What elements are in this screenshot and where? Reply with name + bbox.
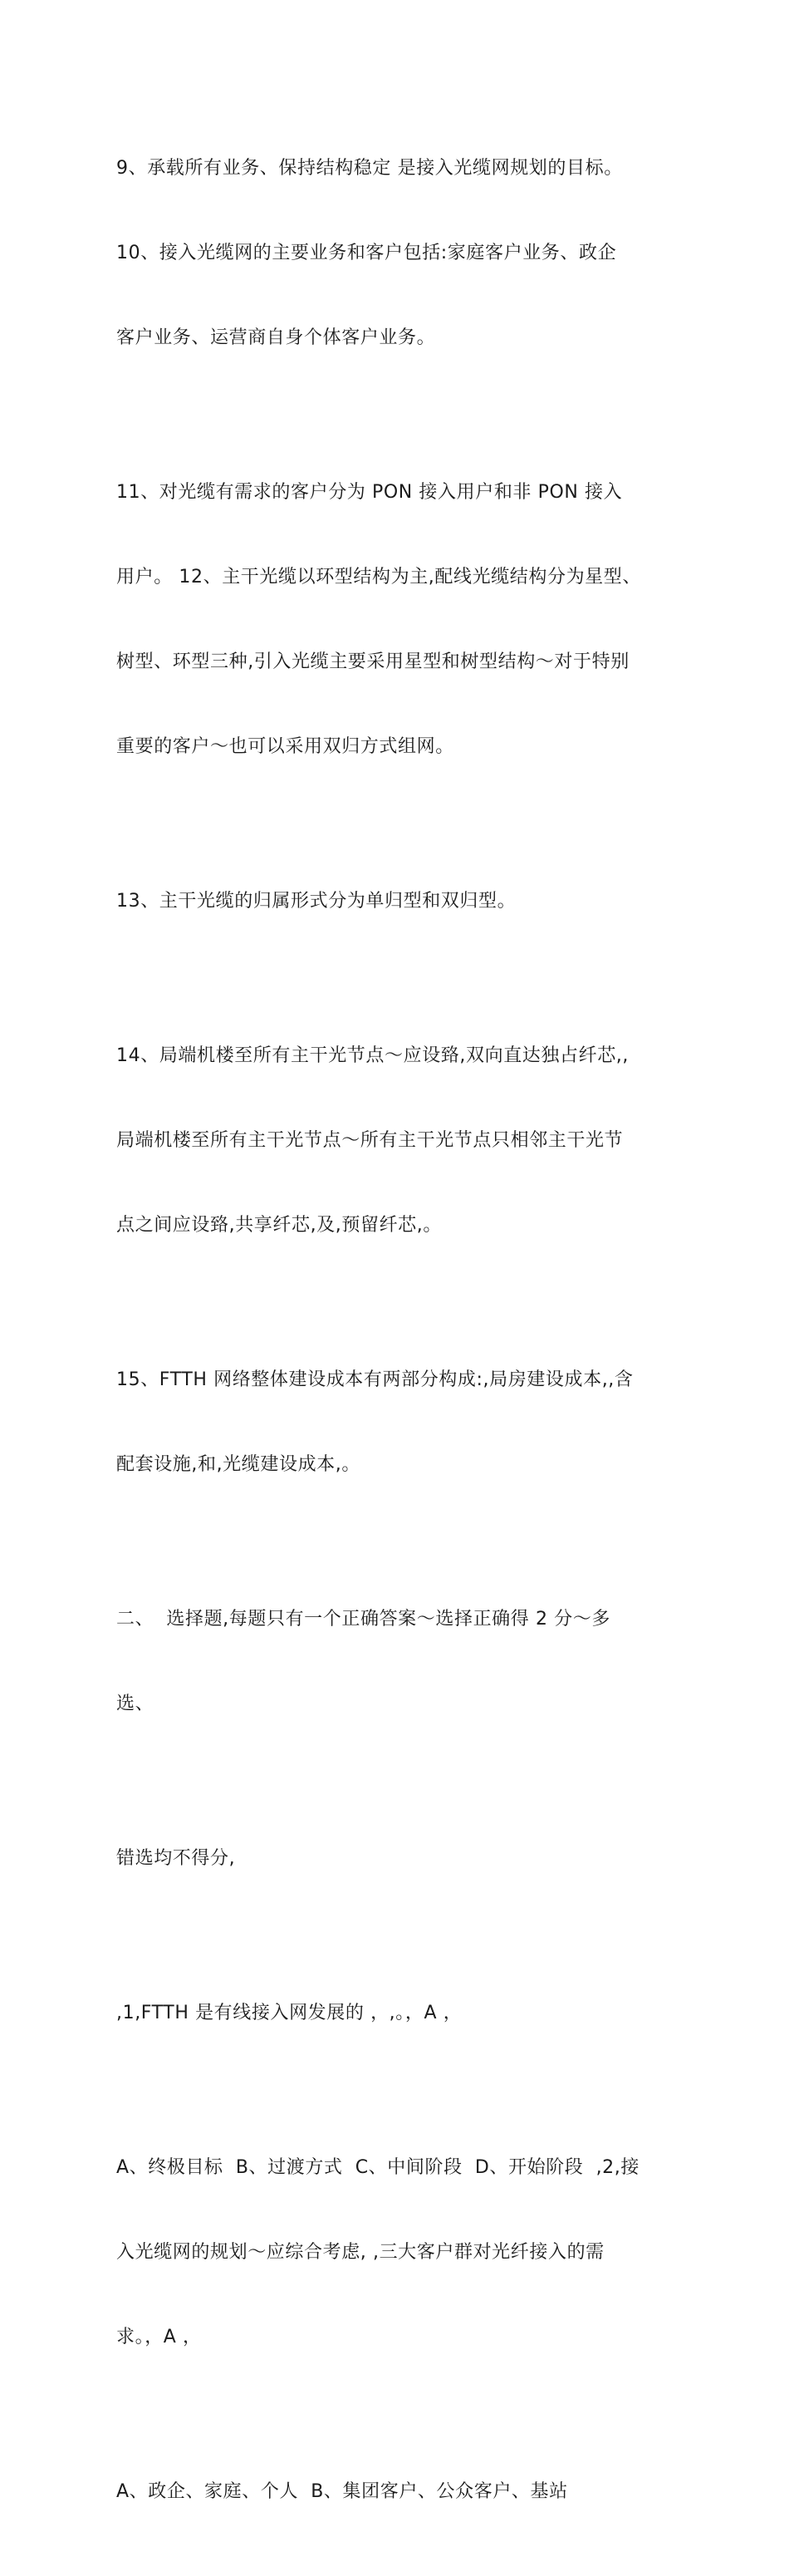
text-line: 配套设施,和,光缆建设成本,。 [116, 1454, 360, 1475]
text-line: A、终极目标 B、过渡方式 C、中间阶段 D、开始阶段 ,2,接 [116, 2157, 640, 2178]
section-heading-choice-questions [116, 1549, 681, 1775]
text-line: 9、承载所有业务、保持结构稳定 是接入光缆网规划的目标。 [116, 158, 623, 179]
text-line: 13、主干光缆的归属形式分为单归型和双归型。 [116, 891, 517, 912]
question-1 [116, 1943, 681, 2084]
paragraph-item-9-10 [116, 98, 681, 409]
scoring-note [116, 1788, 681, 1930]
text-line: 点之间应设臵,共享纤芯,及,预留纤芯,。 [116, 1215, 442, 1236]
text-line: 14、局端机楼至所有主干光节点～应设臵,双向直达独占纤芯,, [116, 1045, 629, 1066]
text-line: 选、 [116, 1694, 154, 1714]
paragraph-item-11-12 [116, 422, 681, 818]
text-line: 用户。 12、主干光缆以环型结构为主,配线光缆结构分为星型、 [116, 567, 641, 587]
question-2-options [116, 2421, 681, 2563]
text-line: A、政企、家庭、个人 B、集团客户、公众客户、基站 [116, 2481, 568, 2502]
paragraph-item-13 [116, 831, 681, 972]
text-line: 11、对光缆有需求的客户分为 PON 接入用户和非 PON 接入 [116, 482, 623, 503]
text-line: ,1,FTTH 是有线接入网发展的 ，,。，A ， [116, 2003, 463, 2023]
text-line: 15、FTTH 网络整体建设成本有两部分构成:,局房建设成本,,含 [116, 1369, 634, 1390]
text-line: 错选均不得分, [116, 1848, 236, 1869]
text-line: 局端机楼至所有主干光节点～所有主干光节点只相邻主干光节 [116, 1130, 624, 1151]
text-line: 求。，A ， [116, 2327, 202, 2347]
text-line: 重要的客户～也可以采用双归方式组网。 [116, 736, 454, 757]
text-line: 二、 选择题,每题只有一个正确答案～选择正确得 2 分～多 [116, 1609, 610, 1630]
text-line: 客户业务、运营商自身个体客户业务。 [116, 327, 436, 348]
document-body [116, 98, 681, 2576]
text-line: 树型、环型三种,引入光缆主要采用星型和树型结构～对于特别 [116, 651, 630, 672]
paragraph-item-14 [116, 986, 681, 1296]
text-line: 10、接入光缆网的主要业务和客户包括:家庭客户业务、政企 [116, 243, 617, 263]
paragraph-item-15 [116, 1310, 681, 1536]
question-1-options-and-question-2 [116, 2097, 681, 2408]
text-line: 入光缆网的规划～应综合考虑, ,三大客户群对光纤接入的需 [116, 2242, 605, 2263]
